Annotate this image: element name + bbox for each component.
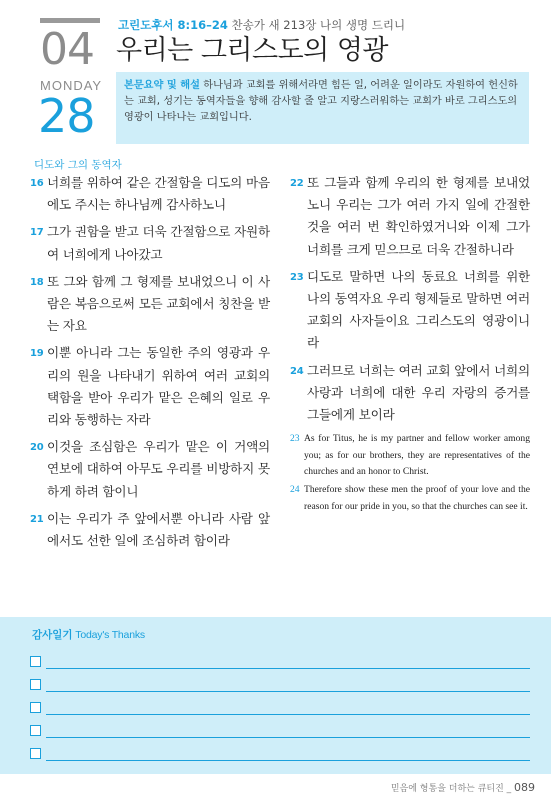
weekday-label: MONDAY [40, 78, 103, 93]
checkbox[interactable] [30, 725, 41, 736]
verse-number: 21 [30, 513, 44, 525]
month-number: 04 [40, 24, 94, 75]
verse-number: 23 [290, 433, 300, 445]
section-label: 디도와 그의 동역자 [34, 159, 122, 171]
verse-19 [30, 342, 270, 431]
verse-text: 또 그와 함께 그 형제를 보내었으니 이 사람은 복음으로써 모든 교회에서 칭찬을 받는 자요 [47, 273, 270, 334]
verse-text: 이것을 조심함은 우리가 맡은 이 거액의 연보에 대하여 아무도 우리를 비방하지 못하게 하려 함이니 [47, 439, 270, 499]
verse-number: 17 [30, 227, 44, 239]
verse-text: 그가 권함을 받고 더욱 간절함으로 자원하여 너희에게 나아갔고 [47, 224, 270, 262]
summary-box [116, 72, 529, 144]
verse-20 [30, 436, 270, 503]
summary-text: 하나님과 교회를 위해서라면 힘든 일, 어려운 일이라도 자원하여 헌신하는 교회, 성기는 동역자들을 향해 감사할 줄 알고 지랑스러워하는 교회가 바로 그리스도의 영광이 나타나는 교회입니다. [124, 80, 518, 123]
english-verse-23 [290, 431, 530, 481]
thanks-journal-panel [0, 617, 551, 774]
writing-line[interactable] [46, 691, 530, 692]
verse-text: 이는 우리가 주 앞에서뿐 아니라 사람 앞에서도 선한 일에 조심하려 함이라 [47, 510, 270, 549]
english-verse-text: As for Titus, he is my partner and fellow worker among you; as for our brothers, they are representatives of the churches and an honor to Christ. [304, 433, 530, 478]
verse-number: 22 [290, 178, 304, 189]
verse-24 [290, 360, 530, 427]
verse-number: 24 [290, 484, 300, 496]
summary-label: 본문요약 및 해설 [124, 80, 200, 91]
writing-line[interactable] [46, 714, 530, 715]
page-number: 089 [514, 781, 535, 794]
verse-23 [290, 266, 530, 355]
thanks-line-2[interactable] [30, 676, 530, 692]
verse-number: 24 [290, 365, 304, 377]
english-verse-text: Therefore show these men the proof of your love and the reason for our pride in you, so that the churches can see it. [304, 484, 530, 512]
verse-number: 23 [290, 271, 304, 283]
verses-right-column [290, 172, 530, 516]
verse-22 [290, 172, 530, 261]
thanks-title [32, 627, 145, 642]
thanks-line-4[interactable] [30, 722, 530, 738]
verse-text: 너희를 위하여 같은 간절함을 디도의 마음에도 주시는 하나님께 감사하노니 [47, 175, 270, 213]
writing-line[interactable] [46, 760, 530, 761]
verse-17 [30, 221, 270, 265]
date-divider [40, 18, 100, 23]
thanks-title-ko: 감사일기 [32, 629, 73, 641]
verses-left-column [30, 172, 270, 557]
writing-line[interactable] [46, 668, 530, 669]
verse-number: 16 [30, 178, 44, 189]
thanks-line-5[interactable] [30, 745, 530, 761]
footer-text: 믿음에 형통을 더하는 큐티진 _ [390, 784, 514, 794]
verse-text: 디도로 말하면 나의 동료요 너희를 위한 나의 동역자요 우리 형제들로 말하면 여러 교회의 사자들이요 그리스도의 영광이니라 [307, 268, 530, 351]
page-title: 우리는 그리스도의 영광 [116, 35, 388, 66]
verse-text: 그러므로 너희는 여러 교회 앞에서 너희의 사랑과 너희에 대한 우리 자랑의 증거를 그들에게 보이라 [307, 362, 530, 423]
checkbox[interactable] [30, 748, 41, 759]
verse-21 [30, 508, 270, 552]
day-number: 28 [38, 89, 95, 143]
checkbox[interactable] [30, 679, 41, 690]
verse-number: 18 [30, 276, 44, 288]
thanks-line-3[interactable] [30, 699, 530, 715]
verse-number: 20 [30, 442, 44, 454]
thanks-title-en: Today's Thanks [72, 629, 145, 641]
hymn-info: 찬송가 새 213장 나의 생명 드리니 [227, 18, 406, 32]
verse-18 [30, 271, 270, 338]
verse-text: 이뿐 아니라 그는 동일한 주의 영광과 우리의 원을 나타내기 위하여 여러 교회의 택함을 받아 우리가 맡은 은혜의 일로 우리와 동행하는 자라 [47, 345, 270, 428]
scripture-reference-line [118, 17, 405, 33]
verse-text: 또 그들과 함께 우리의 한 형제를 보내었노니 우리는 그가 여러 가지 일에 간절한 것을 여러 번 확인하였거니와 이제 그가 너희를 크게 믿으므로 더욱 간절하니라 [307, 175, 530, 257]
scripture-reference: 고린도후서 8:16–24 [118, 18, 228, 32]
page-footer [391, 781, 535, 794]
checkbox[interactable] [30, 656, 41, 667]
verse-16 [30, 172, 270, 216]
thanks-line-1[interactable] [30, 653, 530, 669]
english-verse-24 [290, 482, 530, 515]
verse-number: 19 [30, 348, 44, 360]
checkbox[interactable] [30, 702, 41, 713]
writing-line[interactable] [46, 737, 530, 738]
